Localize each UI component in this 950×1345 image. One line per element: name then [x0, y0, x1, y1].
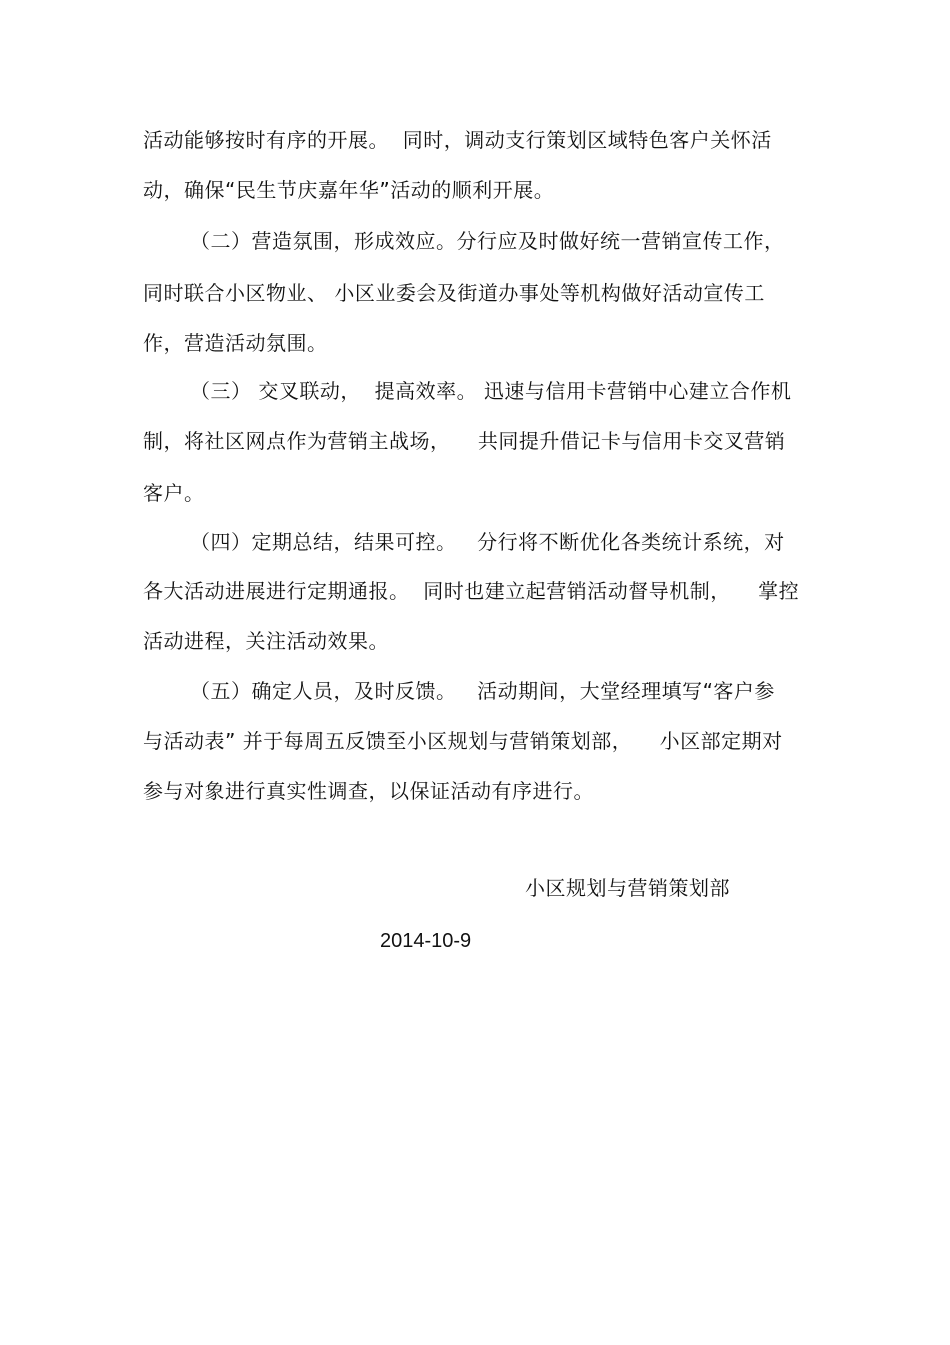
paragraph-line-9: （四）定期总结，结果可控。 分行将不断优化各类统计系统，对: [190, 530, 785, 554]
paragraph-line-12: （五）确定人员，及时反馈。 活动期间，大堂经理填写“客户参: [190, 679, 775, 703]
paragraph-line-7: 制，将社区网点作为营销主战场， 共同提升借记卡与信用卡交叉营销: [143, 429, 786, 453]
signature-date: 2014-10-9: [380, 930, 472, 952]
paragraph-line-5: 作，营造活动氛围。: [143, 331, 328, 355]
signature-department: 小区规划与营销策划部: [525, 876, 730, 900]
paragraph-line-8: 客户。: [143, 481, 205, 505]
paragraph-line-2: 动，确保“民生节庆嘉年华”活动的顺利开展。: [143, 178, 555, 202]
paragraph-line-10: 各大活动进展进行定期通报。 同时也建立起营销活动督导机制， 掌控: [143, 579, 800, 603]
paragraph-line-4: 同时联合小区物业、 小区业委会及街道办事处等机构做好活动宣传工: [143, 281, 765, 305]
paragraph-line-1: 活动能够按时有序的开展。 同时，调动支行策划区域特色客户关怀活: [143, 128, 772, 152]
paragraph-line-6: （三） 交叉联动， 提高效率。 迅速与信用卡营销中心建立合作机: [190, 379, 792, 403]
paragraph-line-14: 参与对象进行真实性调查，以保证活动有序进行。: [143, 779, 594, 803]
paragraph-line-3: （二）营造氛围，形成效应。分行应及时做好统一营销宣传工作，: [190, 229, 785, 253]
paragraph-line-11: 活动进程，关注活动效果。: [143, 629, 389, 653]
paragraph-line-13: 与活动表” 并于每周五反馈至小区规划与营销策划部， 小区部定期对: [143, 729, 783, 753]
